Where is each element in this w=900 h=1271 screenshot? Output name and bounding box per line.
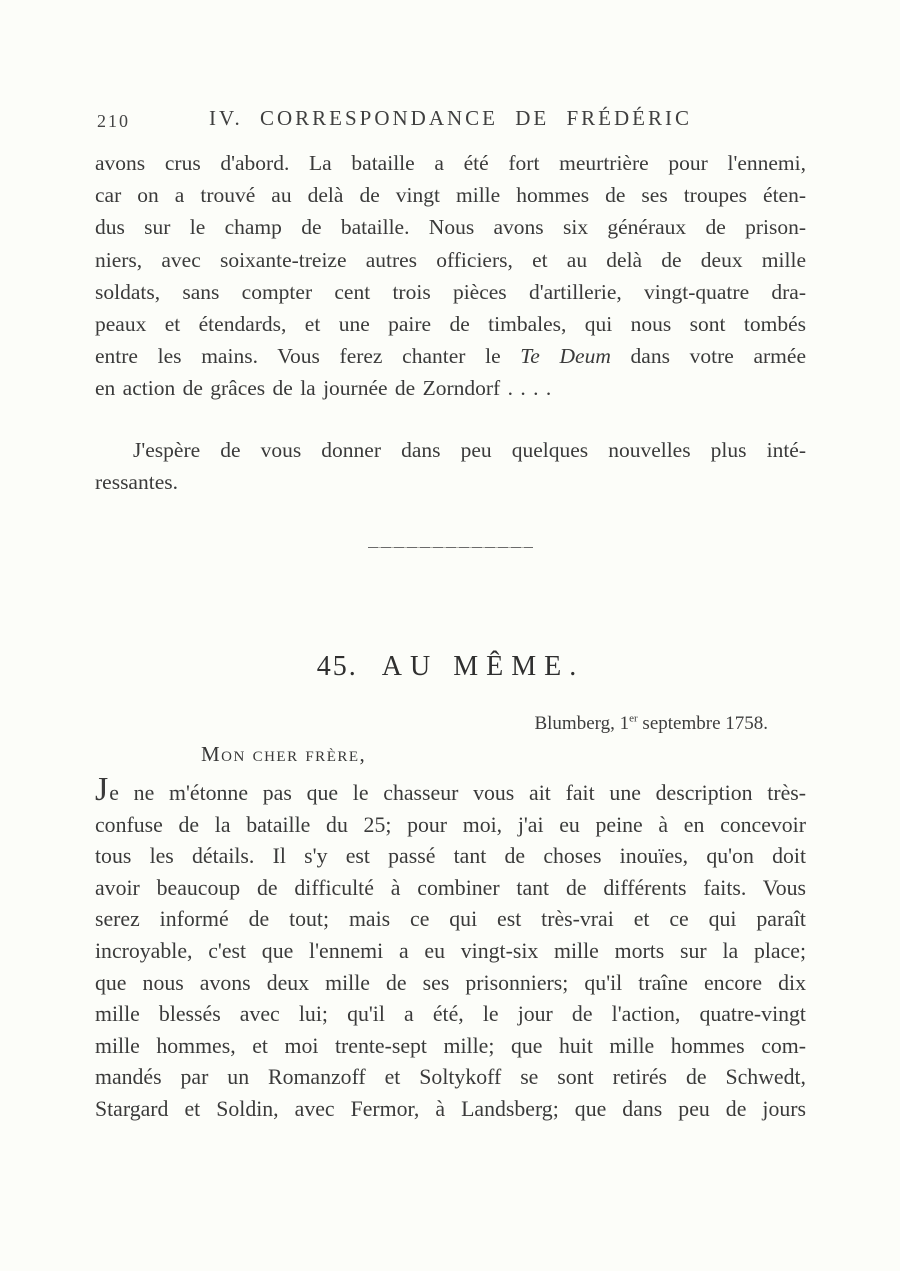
dateline-month-year: septembre 1758. bbox=[637, 713, 768, 735]
text-line: ressantes. bbox=[95, 469, 178, 494]
ordinal-superscript: er bbox=[629, 712, 638, 725]
page-number: 210 bbox=[97, 111, 130, 131]
section-number: 45. bbox=[316, 651, 358, 683]
text-line: mandés par un Romanzoff et Soltykoff se sont retirés de Schwedt, bbox=[95, 1065, 806, 1090]
paragraph-battle-report bbox=[95, 147, 806, 405]
text-line: peaux et étendards, et une paire de timbales, qui nous sont tombés bbox=[95, 312, 806, 337]
running-header bbox=[95, 104, 806, 134]
te-deum-italic: Te Deum bbox=[520, 344, 611, 369]
text-line: car on a trouvé au delà de vingt mille hommes de ses troupes éten- bbox=[95, 183, 806, 208]
chapter-title: IV. CORRESPONDANCE DE FRÉDÉRIC bbox=[209, 106, 692, 130]
text-fragment: dans votre armée bbox=[610, 344, 806, 369]
text-line bbox=[95, 340, 806, 372]
letter-salutation: Mon cher frère, bbox=[201, 742, 367, 767]
text-line: mille hommes, et moi trente-sept mille; que huit mille hommes com- bbox=[95, 1033, 806, 1058]
letter-dateline bbox=[95, 711, 806, 737]
text-line: que nous avons deux mille de ses prisonniers; qu'il traîne encore dix bbox=[95, 970, 806, 995]
section-divider-rule bbox=[368, 547, 533, 548]
text-column bbox=[95, 0, 806, 1126]
text-line: soldats, sans compter cent trois pièces d'artillerie, vingt-quatre dra- bbox=[95, 279, 806, 304]
text-line: serez informé de tout; mais ce qui est très-vrai et ce qui paraît bbox=[95, 907, 806, 932]
dateline-place-day: Blumberg, 1 bbox=[534, 713, 630, 735]
text-fragment: e ne m'étonne pas que le chasseur vous ait fait une description très- bbox=[109, 781, 806, 806]
paragraph-hope-news bbox=[95, 434, 806, 498]
text-fragment: entre les mains. Vous ferez chanter le bbox=[95, 344, 521, 369]
text-line: niers, avec soixante-treize autres officiers, et au delà de deux mille bbox=[95, 247, 806, 272]
text-line: confuse de la bataille du 25; pour moi, j'ai eu peine à en concevoir bbox=[95, 812, 806, 837]
section-heading bbox=[95, 647, 806, 687]
text-line: incroyable, c'est que l'ennemi a eu vingt-six mille morts sur la place; bbox=[95, 939, 806, 963]
text-line: tous les détails. Il s'y est passé tant de choses inouïes, qu'on doit bbox=[95, 844, 806, 869]
text-line: J'espère de vous donner dans peu quelques nouvelles plus inté- bbox=[133, 437, 806, 462]
text-line: avons crus d'abord. La bataille a été fort meurtrière pour l'ennemi, bbox=[95, 151, 806, 175]
text-line: en action de grâces de la journée de Zorndorf . . . . bbox=[95, 376, 552, 401]
text-line: dus sur le champ de bataille. Nous avons six généraux de prison- bbox=[95, 215, 806, 240]
initial-capital: J bbox=[95, 771, 110, 809]
text-line bbox=[95, 771, 806, 810]
text-line: avoir beaucoup de difficulté à combiner tant de différents faits. Vous bbox=[95, 875, 806, 900]
text-line: Stargard et Soldin, avec Fermor, à Landsberg; que dans peu de jours bbox=[95, 1096, 806, 1121]
text-line: mille blessés avec lui; qu'il a été, le jour de l'action, quatre-vingt bbox=[95, 1002, 806, 1027]
section-title: AU MÊME. bbox=[381, 651, 585, 683]
letter-body bbox=[95, 771, 806, 1126]
